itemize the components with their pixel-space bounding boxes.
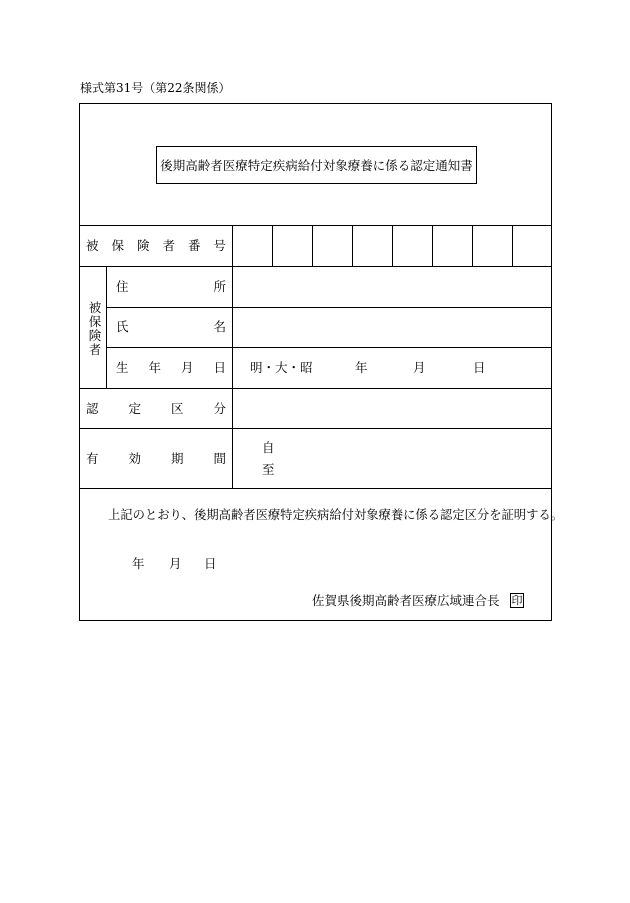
rule-top-table: [80, 225, 551, 226]
form-title: 後期高齢者医療特定疾病給付対象療養に係る認定通知書: [156, 146, 477, 184]
birthdate-year: 年: [355, 360, 368, 375]
date-month: 月: [169, 556, 182, 571]
validity-to: 至: [262, 462, 275, 477]
rule-after-address: [106, 307, 551, 308]
validity-from: 自: [262, 440, 275, 455]
insured-person-label: 被 保 険 者: [88, 300, 102, 357]
validity-period-label: 有 効 期 間: [86, 451, 226, 466]
date-year: 年: [132, 556, 145, 571]
rule-after-name: [106, 347, 551, 348]
issuer-name: 佐賀県後期高齢者医療広域連合長: [312, 593, 500, 608]
address-label: 住 所: [116, 279, 226, 294]
name-label: 氏 名: [116, 319, 226, 334]
number-box-divider: [512, 225, 513, 266]
birthdate-month: 月: [413, 360, 426, 375]
number-box-divider: [352, 225, 353, 266]
certification-category-label: 認 定 区 分: [86, 401, 226, 416]
rule-after-number: [80, 266, 551, 267]
number-box-divider: [392, 225, 393, 266]
date-day: 日: [204, 556, 217, 571]
birthdate-day: 日: [473, 360, 486, 375]
rule-insured-divider: [106, 266, 107, 388]
number-box-divider: [312, 225, 313, 266]
insured-number-label: 被 保 険 者 番 号: [86, 238, 226, 253]
rule-after-validity: [80, 488, 551, 489]
rule-label-divider: [232, 225, 233, 488]
certification-statement: 上記のとおり、後期高齢者医療特定疾病給付対象療養に係る認定区分を証明する。: [108, 508, 563, 522]
notice-form: [79, 103, 563, 621]
number-box-divider: [472, 225, 473, 266]
birthdate-label: 生 年 月 日: [116, 360, 226, 375]
rule-after-certification: [80, 428, 551, 429]
seal-mark: 印: [511, 594, 523, 607]
form-number: 様式第31号（第22条関係）: [80, 81, 231, 95]
number-box-divider: [272, 225, 273, 266]
rule-after-birthdate: [80, 388, 551, 389]
birthdate-era: 明・大・昭: [250, 360, 313, 375]
number-box-divider: [432, 225, 433, 266]
